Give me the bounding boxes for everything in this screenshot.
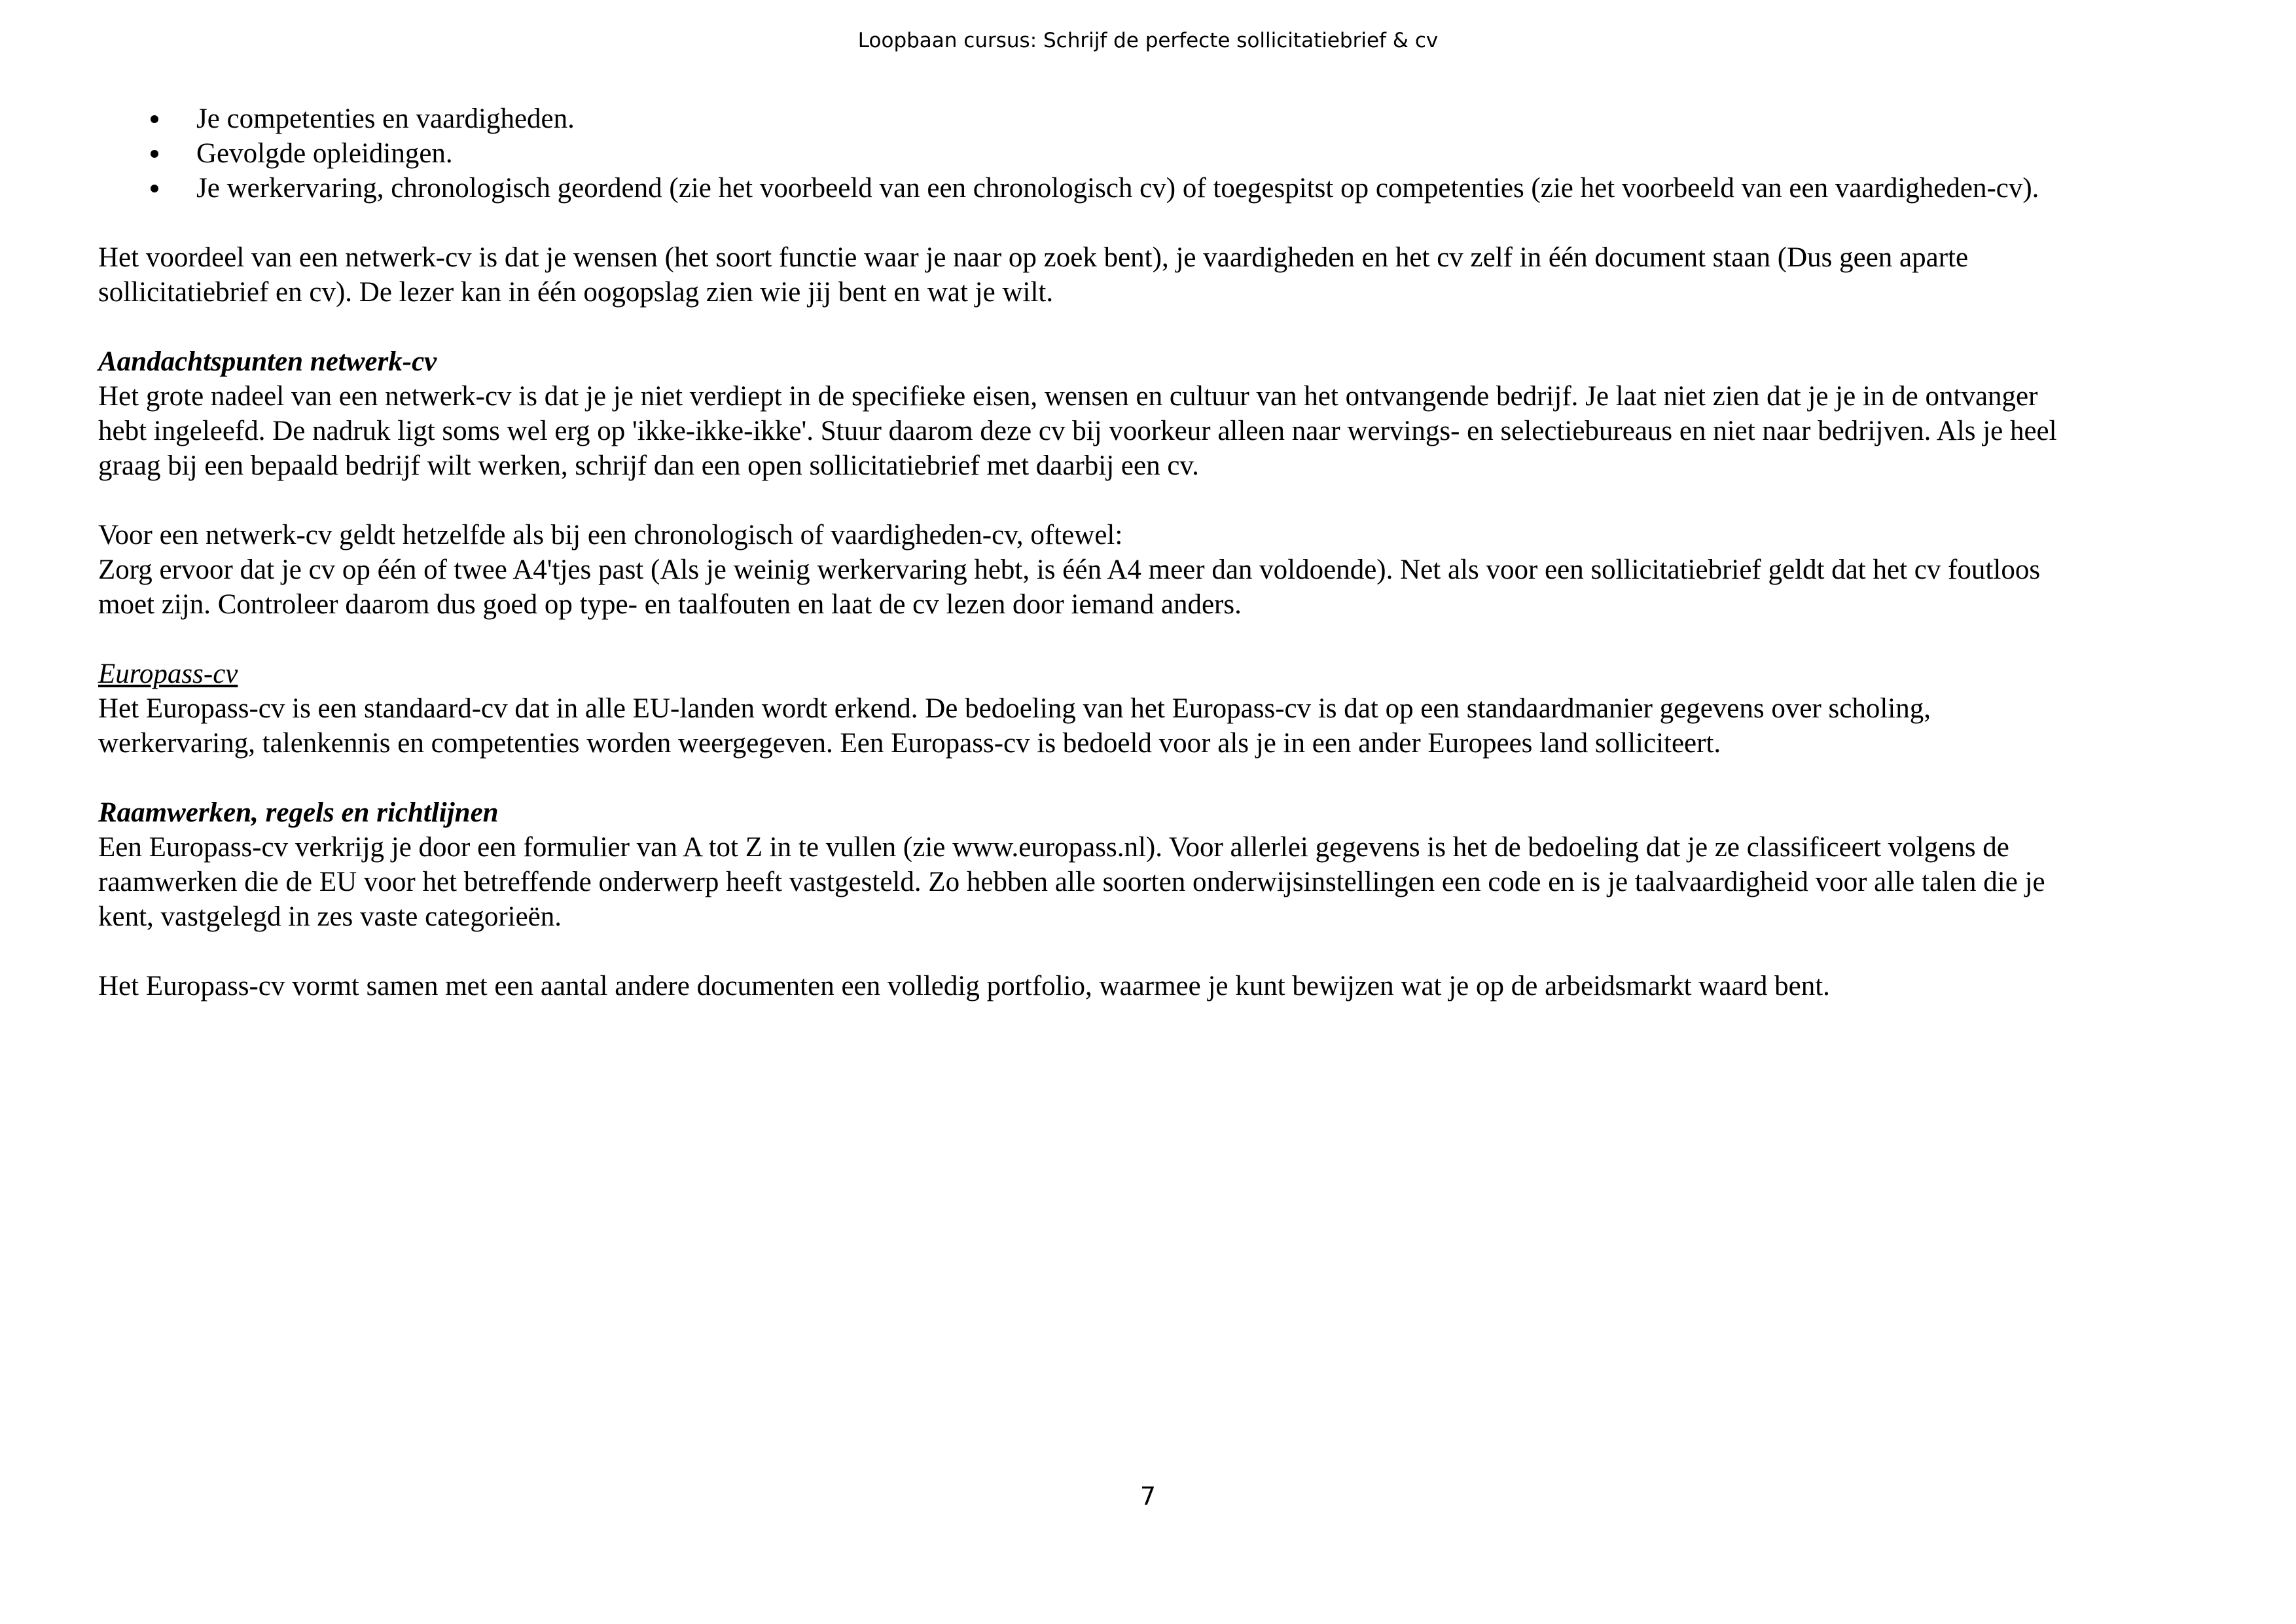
bullet-item <box>98 171 2219 206</box>
text-line: hebt ingeleefd. De nadruk ligt soms wel erg op 'ikke-ikke-ikke'. Stuur daarom deze cv bij voorkeur alleen naar wervings- en selectiebureaus en niet naar bedrijven. Als je heel <box>98 416 2057 446</box>
spacer <box>98 206 2219 240</box>
text-line: Het grote nadeel van een netwerk-cv is dat je je niet verdiept in de specifieke eisen, wensen en cultuur van het ontvangende bedrijf. Je laat niet zien dat je je in de ontvanger <box>98 381 2038 412</box>
spacer <box>98 934 2219 969</box>
page-content <box>98 101 2219 1003</box>
text-line: moet zijn. Controleer daarom dus goed op type- en taalfouten en laat de cv lezen door iemand anders. <box>98 589 1242 620</box>
bullet-text: Gevolgde opleidingen. <box>196 138 453 169</box>
section-heading-europass: Europass-cv <box>98 659 238 689</box>
text-line: raamwerken die de EU voor het betreffende onderwerp heeft vastgesteld. Zo hebben alle soorten onderwijsinstellingen een code en is je taalvaardigheid voor alle talen die je <box>98 867 2045 897</box>
text-line: Zorg ervoor dat je cv op één of twee A4'tjes past (Als je weinig werkervaring hebt, is één A4 meer dan voldoende). Net als voor een sollicitatiebrief geldt dat het cv foutloos <box>98 554 2041 585</box>
paragraph-europass <box>98 691 2219 761</box>
spacer <box>98 761 2219 795</box>
section-heading-aandachtspunten: Aandachtspunten netwerk-cv <box>98 346 437 377</box>
bullet-icon <box>151 115 158 123</box>
bullet-icon <box>151 150 158 158</box>
spacer <box>98 310 2219 344</box>
paragraph-aandachtspunten <box>98 379 2219 483</box>
bullet-text: Je werkervaring, chronologisch geordend (zie het voorbeeld van een chronologisch cv) of toegespitst op competenties (zie het voorbeeld van een vaardigheden-cv). <box>196 173 2039 204</box>
spacer <box>98 483 2219 518</box>
text-line: Een Europass-cv verkrijg je door een formulier van A tot Z in te vullen (zie www.europass.nl). Voor allerlei gegevens is het de bedoeling dat je ze classificeert volgens de <box>98 832 2009 863</box>
paragraph-raamwerken <box>98 830 2219 934</box>
text-line: graag bij een bepaald bedrijf wilt werken, schrijf dan een open sollicitatiebrief met daarbij een cv. <box>98 450 1199 481</box>
text-line: werkervaring, talenkennis en competenties worden weergegeven. Een Europass-cv is bedoeld voor als je in een ander Europees land solliciteert. <box>98 728 1721 759</box>
bullet-item <box>98 101 2219 136</box>
text-line: kent, vastgelegd in zes vaste categorieën. <box>98 901 562 932</box>
paragraph-hetzelfde <box>98 518 2219 622</box>
bullet-item <box>98 136 2219 171</box>
spacer <box>98 622 2219 657</box>
text-line: Het Europass-cv is een standaard-cv dat in alle EU-landen wordt erkend. De bedoeling van het Europass-cv is dat op een standaardmanier gegevens over scholing, <box>98 693 1931 724</box>
bullet-list <box>98 101 2219 206</box>
page-number: 7 <box>1139 1482 1157 1511</box>
text-line: Het voordeel van een netwerk-cv is dat je wensen (het soort functie waar je naar op zoek bent), je vaardigheden en het cv zelf in één document staan (Dus geen aparte <box>98 242 1969 273</box>
bullet-icon <box>151 185 158 192</box>
paragraph-voordeel <box>98 240 2219 310</box>
bullet-text: Je competenties en vaardigheden. <box>196 103 575 134</box>
section-heading-raamwerken: Raamwerken, regels en richtlijnen <box>98 797 499 828</box>
text-line: Voor een netwerk-cv geldt hetzelfde als bij een chronologisch of vaardigheden-cv, oftewel: <box>98 520 1123 550</box>
text-line: Het Europass-cv vormt samen met een aantal andere documenten een volledig portfolio, waarmee je kunt bewijzen wat je op de arbeidsmarkt waard bent. <box>98 971 1830 1001</box>
page-header: Loopbaan cursus: Schrijf de perfecte sollicitatiebrief & cv <box>857 29 1439 52</box>
text-line: sollicitatiebrief en cv). De lezer kan in één oogopslag zien wie jij bent en wat je wilt. <box>98 277 1054 308</box>
paragraph-portfolio <box>98 969 2219 1003</box>
